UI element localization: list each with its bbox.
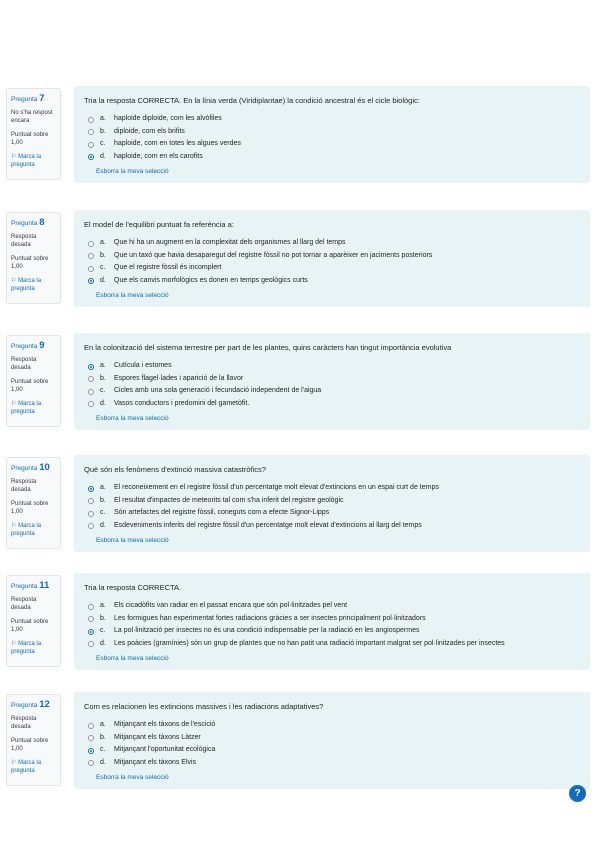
answer-option[interactable] xyxy=(84,115,580,128)
question-number-label: Pregunta xyxy=(11,220,38,227)
radio-button[interactable] xyxy=(88,629,94,635)
radio-button[interactable] xyxy=(88,641,94,647)
radio-button[interactable] xyxy=(88,511,94,517)
radio-button[interactable] xyxy=(88,376,94,382)
question-state: No s'ha respost encara xyxy=(11,109,53,124)
option-letter: b. xyxy=(100,614,106,622)
clear-selection-link[interactable]: Esborra la meva selecció xyxy=(96,292,169,299)
flag-icon: ⚐ xyxy=(11,760,17,767)
option-text: diploide, com els brifits xyxy=(114,127,185,135)
question-number-label: Pregunta xyxy=(11,96,38,103)
option-letter: a. xyxy=(100,239,106,246)
clear-selection-link[interactable]: Esborra la meva selecció xyxy=(96,774,169,781)
flag-question-link[interactable] xyxy=(11,640,56,656)
answer-option[interactable] xyxy=(84,140,580,153)
answer-option[interactable] xyxy=(84,509,580,522)
option-text: Les poàcies (gramínies) són un grup de plantes que no han patit una radiació important malgrat ser pol·linitzades per insectes xyxy=(114,639,505,647)
flag-question-label: Marca la pregunta xyxy=(11,760,42,775)
flag-icon: ⚐ xyxy=(11,154,17,161)
answer-option[interactable] xyxy=(84,362,580,375)
question-grade: Puntuat sobre 1,00 xyxy=(11,619,49,634)
answer-option[interactable] xyxy=(84,400,580,413)
clear-selection-link[interactable]: Esborra la meva selecció xyxy=(96,168,169,175)
question-text: En la colonització del sistema terrestre per part de les plantes, quins caràcters han tingut importància evolutiva xyxy=(84,343,452,352)
question-number-value: 9 xyxy=(39,340,45,351)
option-letter: d. xyxy=(100,399,106,407)
question-info xyxy=(6,694,61,786)
question-state: Resposta desada xyxy=(11,478,37,493)
question-grade: Puntuat sobre 1,00 xyxy=(11,256,49,271)
flag-question-label: Marca la pregunta xyxy=(11,401,42,416)
radio-button[interactable] xyxy=(88,748,94,754)
option-text: Que els canvis morfològics es donen en temps geològics curts xyxy=(114,276,308,284)
question-number-value: 8 xyxy=(39,217,45,228)
radio-button[interactable] xyxy=(88,523,94,529)
flag-question-link[interactable] xyxy=(11,153,56,169)
question-number xyxy=(11,699,56,712)
question-grade: Puntuat sobre 1,00 xyxy=(11,132,49,147)
option-text: Esdeveniments inferits del registre fòssil d'un percentatge molt elevat d'extincions al llarg del temps xyxy=(114,521,422,529)
option-letter: c. xyxy=(100,746,106,753)
option-text: Cutícula i estomes xyxy=(114,362,172,369)
clear-selection-link[interactable]: Esborra la meva selecció xyxy=(96,655,169,662)
question-number-value: 10 xyxy=(39,462,50,473)
flag-question-link[interactable] xyxy=(11,522,56,538)
question-text: Què són els fenòmens d'extinció massiva catastròfics? xyxy=(84,465,266,474)
radio-button[interactable] xyxy=(88,498,94,504)
answer-option[interactable] xyxy=(84,602,580,615)
question-state: Resposta desada xyxy=(11,356,37,371)
radio-button[interactable] xyxy=(88,735,94,741)
question-number-label: Pregunta xyxy=(11,702,38,709)
option-text: haploide, com en totes les algues verdes xyxy=(114,140,241,147)
option-letter: a. xyxy=(100,602,106,609)
question-info xyxy=(6,212,61,304)
option-letter: d. xyxy=(100,639,106,647)
option-text: Mitjançant els tàxons de l'escició xyxy=(114,721,216,728)
option-letter: b. xyxy=(100,374,106,382)
option-text: haploide, com en els carofits xyxy=(114,152,203,160)
clear-selection-link[interactable]: Esborra la meva selecció xyxy=(96,415,169,422)
question-number-label: Pregunta xyxy=(11,465,38,472)
question-number xyxy=(11,462,56,475)
question-content xyxy=(74,210,590,307)
answer-option[interactable] xyxy=(84,734,580,747)
radio-button[interactable] xyxy=(88,278,94,284)
flag-question-link[interactable] xyxy=(11,277,56,293)
question-number-value: 12 xyxy=(39,699,50,710)
option-letter: c. xyxy=(100,387,106,394)
option-text: El reconeixement en el registre fòssil d'un percentatge molt elevat d'extincions en un espai curt de temps xyxy=(114,484,439,491)
option-letter: b. xyxy=(100,127,106,135)
question-info xyxy=(6,575,61,667)
flag-icon: ⚐ xyxy=(11,641,17,648)
option-letter: d. xyxy=(100,276,106,284)
question-content xyxy=(74,86,590,183)
option-text: Els cicadòfits van radiar en el passat encara que són pol·linitzades pel vent xyxy=(114,602,348,609)
option-letter: d. xyxy=(100,521,106,529)
answer-option[interactable] xyxy=(84,387,580,400)
question-content xyxy=(74,455,590,552)
option-text: La pol·linització per insectes no és una condició indispensable per la radiació en les angiospermes xyxy=(114,627,420,634)
radio-button[interactable] xyxy=(88,266,94,272)
question-number-value: 11 xyxy=(39,580,50,591)
option-text: Cicles amb una sola generació i fecundació independent de l'aigua xyxy=(114,387,322,394)
question-number-label: Pregunta xyxy=(11,583,38,590)
answer-option[interactable] xyxy=(84,264,580,277)
question-state: Resposta desada xyxy=(11,596,37,611)
answer-option[interactable] xyxy=(84,615,580,628)
answer-option[interactable] xyxy=(84,252,580,265)
option-letter: b. xyxy=(100,496,106,504)
radio-button[interactable] xyxy=(88,117,94,123)
option-letter: b. xyxy=(100,733,106,741)
answer-option[interactable] xyxy=(84,239,580,252)
question-content xyxy=(74,333,590,430)
option-text: Les formigues han experimentat fortes radiacions gràcies a ser insectes principalment pol·linitzadors xyxy=(114,614,426,622)
option-letter: c. xyxy=(100,264,106,271)
option-text: haploide diploide, com les alvòfiles xyxy=(114,115,222,122)
question-number xyxy=(11,580,56,593)
question-grade: Puntuat sobre 1,00 xyxy=(11,501,49,516)
flag-question-label: Marca la pregunta xyxy=(11,278,42,293)
radio-button[interactable] xyxy=(88,142,94,148)
radio-button[interactable] xyxy=(88,389,94,395)
option-text: Espores flagel·lades i aparició de la llavor xyxy=(114,374,244,382)
option-text: Mitjançant els tàxons Làtzer xyxy=(114,733,201,741)
option-text: Que un taxó que havia desaparegut del registre fòssil no pot tornar a aparèixer en jaciments posteriors xyxy=(114,251,433,259)
answer-option[interactable] xyxy=(84,128,580,141)
flag-question-link[interactable] xyxy=(11,759,56,775)
option-letter: a. xyxy=(100,721,106,728)
answer-option[interactable] xyxy=(84,277,580,290)
radio-button[interactable] xyxy=(88,486,94,492)
option-text: Són artefactes del registre fòssil, coneguts com a efecte Signor-Lipps xyxy=(114,509,330,516)
option-text: Que el registre fòssil és incomplert xyxy=(114,264,222,271)
answer-option[interactable] xyxy=(84,627,580,640)
help-button[interactable]: ? xyxy=(569,785,586,802)
answer-option[interactable] xyxy=(84,484,580,497)
question-text: Com es relacionen les extincions massives i les radiacions adaptatives? xyxy=(84,702,324,711)
flag-question-link[interactable] xyxy=(11,400,56,416)
radio-button[interactable] xyxy=(88,253,94,259)
option-text: Mitjançant els tàxons Elvis xyxy=(114,758,197,766)
answer-option[interactable] xyxy=(84,746,580,759)
option-letter: b. xyxy=(100,251,106,259)
question-number-label: Pregunta xyxy=(11,343,38,350)
radio-button[interactable] xyxy=(88,760,94,766)
radio-button[interactable] xyxy=(88,154,94,160)
option-letter: d. xyxy=(100,152,106,160)
option-letter: d. xyxy=(100,758,106,766)
radio-button[interactable] xyxy=(88,364,94,370)
flag-question-label: Marca la pregunta xyxy=(11,523,42,538)
question-number-value: 7 xyxy=(39,93,45,104)
question-state: Resposta desada xyxy=(11,715,37,730)
option-letter: a. xyxy=(100,362,106,369)
radio-button[interactable] xyxy=(88,604,94,610)
radio-button[interactable] xyxy=(88,401,94,407)
answer-option[interactable] xyxy=(84,375,580,388)
question-state: Resposta desada xyxy=(11,233,37,248)
option-text: Mitjançant l'oportunitat ecològica xyxy=(114,746,216,753)
option-letter: a. xyxy=(100,115,106,122)
answer-option[interactable] xyxy=(84,640,580,653)
question-content xyxy=(74,573,590,670)
question-info xyxy=(6,88,61,180)
question-number xyxy=(11,93,56,106)
clear-selection-link[interactable]: Esborra la meva selecció xyxy=(96,537,169,544)
question-text: Tria la resposta CORRECTA. En la línia verda (Viridiplantae) la condició ancestral és el cicle biològic: xyxy=(84,96,420,105)
option-text: El resultat d'impactes de meteorits tal com s'ha inferit del registre geològic xyxy=(114,496,344,504)
question-info xyxy=(6,335,61,427)
radio-button[interactable] xyxy=(88,616,94,622)
flag-question-label: Marca la pregunta xyxy=(11,154,42,169)
option-letter: a. xyxy=(100,484,106,491)
option-letter: c. xyxy=(100,140,106,147)
flag-question-label: Marca la pregunta xyxy=(11,641,42,656)
radio-button[interactable] xyxy=(88,723,94,729)
question-number xyxy=(11,340,56,353)
answer-option[interactable] xyxy=(84,153,580,166)
flag-icon: ⚐ xyxy=(11,523,17,530)
answer-option[interactable] xyxy=(84,759,580,772)
question-grade: Puntuat sobre 1,00 xyxy=(11,738,49,753)
option-text: Vasos conductors i predomini del gametòfit. xyxy=(114,399,250,407)
answer-option[interactable] xyxy=(84,522,580,535)
flag-icon: ⚐ xyxy=(11,401,17,408)
question-number xyxy=(11,217,56,230)
answer-option[interactable] xyxy=(84,497,580,510)
radio-button[interactable] xyxy=(88,129,94,135)
question-content xyxy=(74,692,590,789)
radio-button[interactable] xyxy=(88,241,94,247)
option-letter: c. xyxy=(100,509,106,516)
question-text: El model de l'equilibri puntuat fa referència a: xyxy=(84,220,234,229)
flag-icon: ⚐ xyxy=(11,278,17,285)
question-text: Tria la resposta CORRECTA. xyxy=(84,583,182,592)
option-letter: c. xyxy=(100,627,106,634)
option-text: Que hi ha un augment en la complexitat dels organismes al llarg del temps xyxy=(114,239,346,246)
question-info xyxy=(6,457,61,549)
question-grade: Puntuat sobre 1,00 xyxy=(11,379,49,394)
answer-option[interactable] xyxy=(84,721,580,734)
